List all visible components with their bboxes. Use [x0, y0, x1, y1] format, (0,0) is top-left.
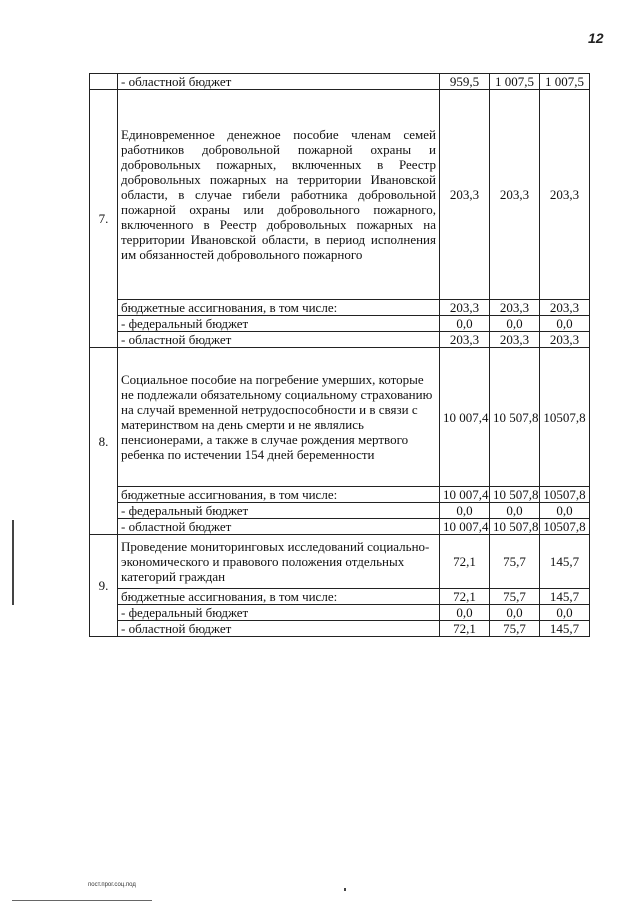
margin-mark [12, 520, 14, 605]
value-cell: 10 007,4 [440, 487, 490, 503]
value-cell: 0,0 [440, 503, 490, 519]
value-cell: 0,0 [490, 503, 540, 519]
value-cell: 0,0 [440, 316, 490, 332]
item-title: Проведение мониторинговых исследований социально-экономического и правового положения отдельных категорий граждан [118, 535, 440, 589]
value-cell: 1 007,5 [490, 74, 540, 90]
table-row [90, 487, 590, 503]
row-label: - областной бюджет [118, 332, 440, 348]
item-number: 8. [90, 348, 118, 535]
item-number: 7. [90, 90, 118, 348]
table-row [90, 519, 590, 535]
value-cell: 203,3 [440, 90, 490, 300]
row-label: - федеральный бюджет [118, 605, 440, 621]
item-title: Социальное пособие на погребение умерших, которые не подлежали обязательному социальному страхованию на случай временной нетрудоспособности и в связи с материнством на день смерти и не являлись пенсионерами, а также в случае рождения мертвого ребенка по истечении 154 дней беременности [118, 348, 440, 487]
value-cell: 203,3 [540, 90, 590, 300]
table-row [90, 589, 590, 605]
value-cell: 145,7 [540, 535, 590, 589]
row-label: бюджетные ассигнования, в том числе: [118, 487, 440, 503]
row-label: - областной бюджет [118, 519, 440, 535]
row-label: бюджетные ассигнования, в том числе: [118, 300, 440, 316]
value-cell: 72,1 [440, 589, 490, 605]
value-cell: 203,3 [440, 300, 490, 316]
value-cell: 10 007,4 [440, 519, 490, 535]
table-row [90, 74, 590, 90]
value-cell: 203,3 [440, 332, 490, 348]
value-cell: 10 507,8 [490, 519, 540, 535]
value-cell: 203,3 [490, 90, 540, 300]
row-label: - областной бюджет [118, 621, 440, 637]
value-cell: 10507,8 [540, 348, 590, 487]
table-row [90, 535, 590, 589]
table-row [90, 316, 590, 332]
value-cell: 72,1 [440, 621, 490, 637]
value-cell: 203,3 [490, 332, 540, 348]
value-cell: 75,7 [490, 621, 540, 637]
value-cell: 203,3 [540, 332, 590, 348]
row-label: - федеральный бюджет [118, 316, 440, 332]
item-title: Единовременное денежное пособие членам семей работников добровольной пожарной охраны и добровольных пожарных, включенных в Реестр добровольных пожарных на территории Ивановской области, в случае гибели работника добровольной пожарной охраны или добровольного пожарного, включенного в Реестр добровольных пожарных на территории Ивановской области, в период исполнения им обязанностей добровольного пожарного [118, 90, 440, 300]
value-cell: 203,3 [540, 300, 590, 316]
page-number: 12 [588, 30, 604, 46]
value-cell: 1 007,5 [540, 74, 590, 90]
footer-line [12, 900, 152, 901]
table-row [90, 621, 590, 637]
value-cell: 0,0 [540, 316, 590, 332]
value-cell: 0,0 [540, 503, 590, 519]
value-cell: 0,0 [490, 316, 540, 332]
value-cell: 10507,8 [540, 487, 590, 503]
value-cell: 145,7 [540, 589, 590, 605]
row-label: - федеральный бюджет [118, 503, 440, 519]
row-label: бюджетные ассигнования, в том числе: [118, 589, 440, 605]
table-row [90, 332, 590, 348]
value-cell: 10 507,8 [490, 487, 540, 503]
table-row [90, 503, 590, 519]
value-cell: 75,7 [490, 589, 540, 605]
row-label: - областной бюджет [118, 74, 440, 90]
value-cell: 72,1 [440, 535, 490, 589]
value-cell: 145,7 [540, 621, 590, 637]
value-cell: 0,0 [540, 605, 590, 621]
item-number: 9. [90, 535, 118, 637]
table-row [90, 605, 590, 621]
item-number-cell [90, 74, 118, 90]
footer-dot [344, 888, 346, 891]
table-row [90, 90, 590, 300]
value-cell: 203,3 [490, 300, 540, 316]
budget-table [89, 73, 590, 637]
value-cell: 959,5 [440, 74, 490, 90]
table-row [90, 300, 590, 316]
value-cell: 75,7 [490, 535, 540, 589]
value-cell: 10 007,4 [440, 348, 490, 487]
value-cell: 0,0 [490, 605, 540, 621]
footer-note: пост.прог.соц.под [88, 882, 136, 888]
table-row [90, 348, 590, 487]
value-cell: 10 507,8 [490, 348, 540, 487]
value-cell: 0,0 [440, 605, 490, 621]
value-cell: 10507,8 [540, 519, 590, 535]
